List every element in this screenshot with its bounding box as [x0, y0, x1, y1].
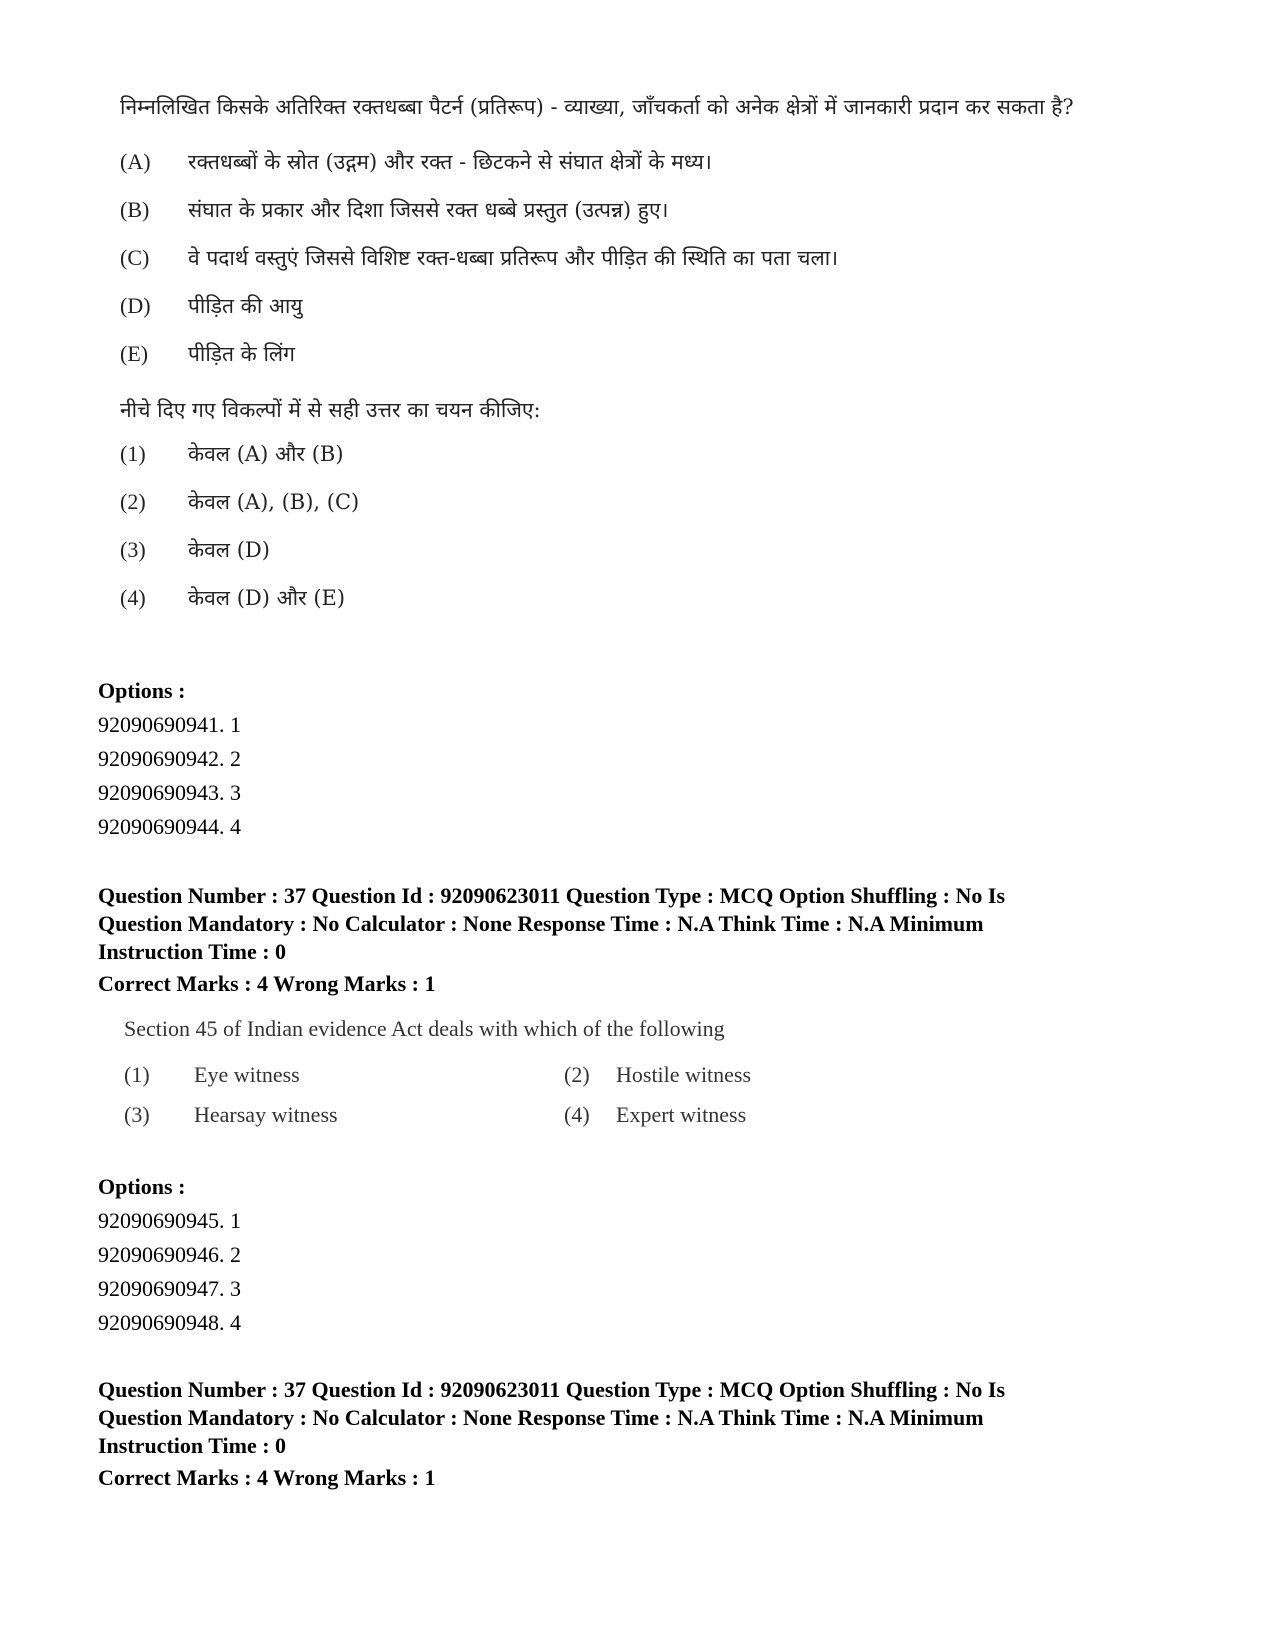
statement-label: (A) — [120, 149, 151, 174]
choice-2 — [564, 1062, 751, 1088]
question-stem: निम्नलिखित किसके अतिरिक्त रक्तधब्बा पैटर्न (प्रतिरूप) - व्याख्या, जाँचकर्ता को अनेक क्षेत्रों में जानकारी प्रदान कर सकता है? — [120, 95, 1074, 119]
choice-text: Eye witness — [194, 1062, 300, 1087]
metadata-line: Instruction Time : 0 — [98, 939, 287, 964]
choice-text: केवल (A) और (B) — [188, 442, 344, 466]
question-metadata — [98, 1376, 1158, 1492]
statement-e — [120, 330, 1080, 378]
choice-label: (2) — [120, 489, 146, 514]
english-choices — [124, 1062, 924, 1142]
metadata-line: Question Number : 37 Question Id : 92090623011 Question Type : MCQ Option Shuffling : No Is — [98, 1377, 1006, 1402]
option-id: 92090690948. 4 — [98, 1310, 241, 1335]
statement-text: संघात के प्रकार और दिशा जिससे रक्त धब्बे प्रस्तुत (उत्पन्न) हुए। — [188, 198, 669, 222]
choice-3 — [120, 526, 1080, 574]
option-id: 92090690944. 4 — [98, 814, 241, 839]
choice-label: (3) — [120, 537, 146, 562]
choice-label: (4) — [564, 1102, 590, 1127]
option-id: 92090690943. 3 — [98, 780, 241, 805]
options-list — [98, 674, 241, 844]
statement-d — [120, 282, 1080, 330]
choice-1 — [124, 1062, 300, 1088]
choice-label: (1) — [120, 441, 146, 466]
option-id: 92090690941. 1 — [98, 712, 241, 737]
marks-line: Correct Marks : 4 Wrong Marks : 1 — [98, 971, 436, 996]
options-heading: Options : — [98, 1174, 186, 1199]
choice-text: Hearsay witness — [194, 1102, 338, 1127]
statement-text: पीड़ित के लिंग — [188, 342, 295, 366]
option-id: 92090690942. 2 — [98, 746, 241, 771]
choice-text: केवल (D) — [188, 538, 270, 562]
option-id: 92090690946. 2 — [98, 1242, 241, 1267]
choice-label: (4) — [120, 585, 146, 610]
english-question-stem: Section 45 of Indian evidence Act deals with which of the following — [124, 1016, 725, 1041]
choice-text: केवल (A), (B), (C) — [188, 490, 360, 514]
statement-label: (C) — [120, 245, 150, 270]
choice-text: केवल (D) और (E) — [188, 586, 346, 610]
metadata-line: Question Mandatory : No Calculator : None Response Time : N.A Think Time : N.A Minimum — [98, 1405, 984, 1430]
question-metadata — [98, 882, 1158, 998]
choice-text: Expert witness — [616, 1102, 747, 1127]
options-heading: Options : — [98, 678, 186, 703]
hindi-question-block — [120, 88, 1080, 622]
metadata-line: Question Number : 37 Question Id : 92090623011 Question Type : MCQ Option Shuffling : No Is — [98, 883, 1006, 908]
choice-1 — [120, 430, 1080, 478]
statement-label: (E) — [120, 341, 149, 366]
statement-b — [120, 186, 1080, 234]
choice-label: (1) — [124, 1062, 150, 1087]
choice-2 — [120, 478, 1080, 526]
choice-3 — [124, 1102, 338, 1128]
choice-label: (2) — [564, 1062, 590, 1087]
statement-c — [120, 234, 1080, 282]
choice-4 — [564, 1102, 746, 1128]
statement-a — [120, 138, 1080, 186]
options-list — [98, 1170, 241, 1340]
metadata-line: Question Mandatory : No Calculator : None Response Time : N.A Think Time : N.A Minimum — [98, 911, 984, 936]
statement-text: वे पदार्थ वस्तुएं जिससे विशिष्ट रक्त-धब्बा प्रतिरूप और पीड़ित की स्थिति का पता चला। — [188, 246, 839, 270]
option-id: 92090690945. 1 — [98, 1208, 241, 1233]
choice-4 — [120, 574, 1080, 622]
statement-label: (B) — [120, 197, 150, 222]
marks-line: Correct Marks : 4 Wrong Marks : 1 — [98, 1465, 436, 1490]
choice-label: (3) — [124, 1102, 150, 1127]
answer-instruction: नीचे दिए गए विकल्पों में से सही उत्तर का चयन कीजिए: — [120, 398, 541, 422]
choice-text: Hostile witness — [616, 1062, 752, 1087]
option-id: 92090690947. 3 — [98, 1276, 241, 1301]
metadata-line: Instruction Time : 0 — [98, 1433, 287, 1458]
statement-text: पीड़ित की आयु — [188, 294, 303, 318]
statement-label: (D) — [120, 293, 151, 318]
statement-text: रक्तधब्बों के स्रोत (उद्गम) और रक्त - छिटकने से संघात क्षेत्रों के मध्य। — [188, 150, 712, 174]
